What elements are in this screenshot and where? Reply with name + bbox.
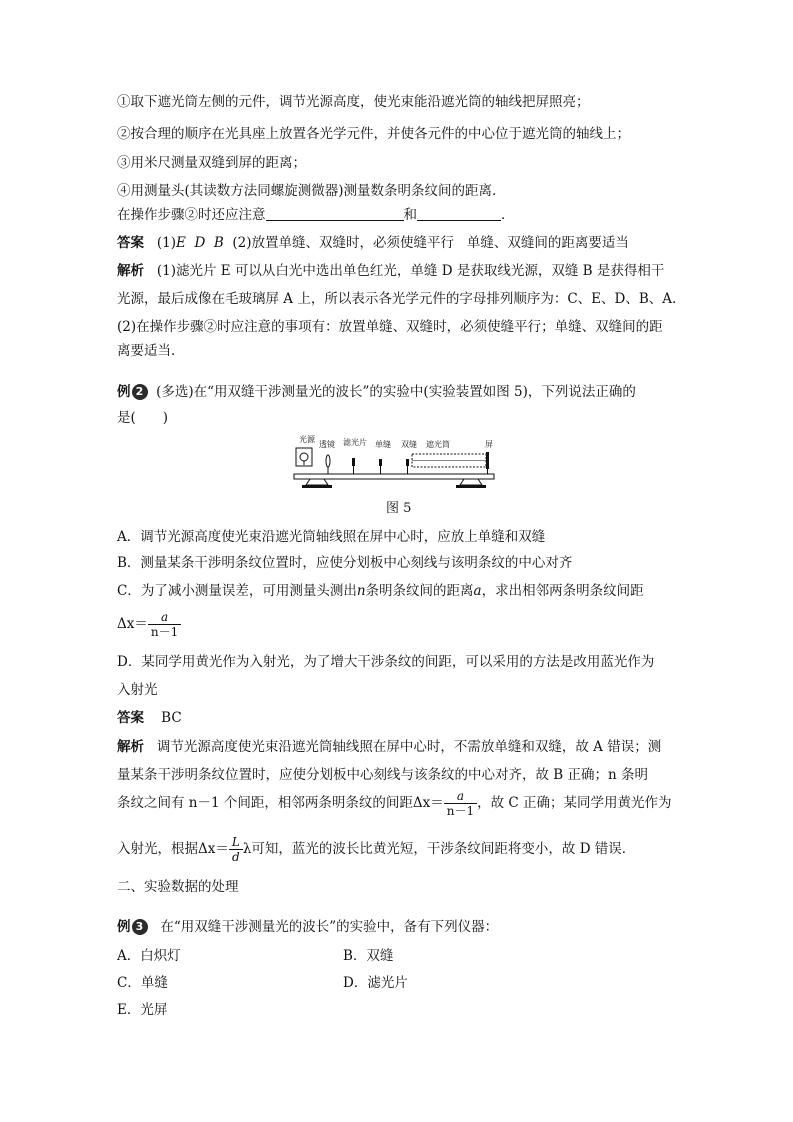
option-2-a: A．调节光源高度使光束沿遮光筒轴线照在屏中心时，应放上单缝和双缝	[117, 529, 546, 545]
figure-label-screen: 屏	[485, 440, 493, 449]
figure-label-single-slit: 单缝	[375, 440, 391, 449]
option-3-a: A．白炽灯	[117, 948, 181, 964]
option-2-c	[117, 581, 644, 601]
answer-label: 答案	[117, 235, 144, 251]
analysis-2-text: 调节光源高度使光束沿遮光筒轴线照在屏中心时，不需放单缝和双缝，故 A 错误；测	[156, 739, 662, 755]
optical-bench-icon	[294, 474, 494, 488]
option-2-c-formula	[117, 610, 181, 639]
formula-fraction	[148, 610, 181, 639]
question-note	[117, 205, 515, 225]
figure-label-filter: 滤光片	[343, 438, 367, 447]
analysis-2-line-3	[117, 788, 672, 818]
analysis-2-fraction-1-num: a	[444, 789, 477, 804]
option-2-d-line-1: D．某同学用黄光作为入射光，为了增大干涉条纹的间距，可以采用的方法是改用蓝光作为	[117, 654, 655, 670]
option-2-b: B．测量某条干涉明条纹位置时，应使分划板中心刻线与该明条纹的中心对齐	[117, 555, 573, 571]
formula-numerator: a	[148, 610, 181, 625]
figure-caption: 图 5	[386, 501, 412, 516]
analysis-1-line-4: 离要适当．	[117, 343, 185, 359]
option-3-d: D．滤光片	[343, 975, 408, 991]
analysis-2-label: 解析	[117, 739, 144, 755]
option-c-var-a: a	[473, 583, 482, 599]
answer-letter-d: D	[194, 235, 206, 251]
analysis-2-fraction-1	[444, 789, 477, 818]
analysis-2-line-4a: 入射光，根据Δx＝	[117, 841, 229, 857]
single-slit-icon	[379, 459, 382, 474]
answer-blank-2[interactable]	[417, 206, 501, 221]
step-1: ①取下遮光筒左侧的元件，调节光源高度，使光束能沿遮光筒的轴线把屏照亮；	[117, 94, 590, 110]
option-3-e: E．光屏	[117, 1002, 168, 1018]
light-source-icon	[296, 448, 312, 466]
analysis-2-fraction-1-den: n－1	[446, 804, 475, 818]
analysis-text: (1)滤光片 E 可以从白光中选出单色红光，单缝 D 是获取线光源，双缝 B 是获得相干	[156, 263, 665, 279]
formula-denominator: n－1	[150, 625, 179, 639]
option-c-var-n: n	[356, 583, 366, 599]
lens-icon	[326, 455, 330, 474]
figure-label-tube: 遮光筒	[426, 440, 450, 449]
answer-part2: (2)放置单缝、双缝时，必须使缝平行	[232, 235, 455, 251]
note-and: 和	[403, 207, 417, 223]
analysis-2-fraction-2	[229, 835, 243, 864]
analysis-2-fraction-2-den: d	[232, 850, 240, 864]
example-2-line-1	[117, 382, 636, 402]
analysis-label: 解析	[117, 263, 144, 279]
option-3-c: C．单缝	[117, 975, 168, 991]
analysis-2-fraction-2-num: L	[229, 835, 243, 850]
figure-label-lens: 透镜	[319, 440, 335, 449]
example-3-text: 在“用双缝干涉测量光的波长”的实验中，备有下列仪器：	[160, 919, 499, 935]
option-3-b: B．双缝	[343, 948, 394, 964]
screen-icon	[486, 452, 489, 474]
answer-blank-1[interactable]	[266, 206, 404, 221]
analysis-1-line-2: 光源，最后成像在毛玻璃屏 A 上，所以表示各光学元件的字母排列顺序为：C、E、D、B、A.	[117, 291, 677, 307]
analysis-1-line-3: (2)在操作步骤②时应注意的事项有：放置单缝、双缝时，必须使缝平行；单缝、双缝间的距	[117, 319, 663, 335]
analysis-2-line-3b: ，故 C 正确；某同学用黄光作为	[477, 795, 672, 811]
answer-letter-b: B	[213, 235, 224, 251]
answer-2-label: 答案	[117, 710, 144, 726]
step-2: ②按合理的顺序在光具座上放置各光学元件，并使各元件的中心位于遮光筒的轴线上；	[117, 126, 630, 142]
figure-label-light-source: 光源	[299, 435, 315, 444]
analysis-2-line-3a: 条纹之间有 n－1 个间距，相邻两条明条纹的间距Δx＝	[117, 795, 444, 811]
example-label: 例	[117, 384, 131, 400]
apparatus-figure	[292, 432, 498, 492]
example-text: (多选)在“用双缝干涉测量光的波长”的实验中(实验装置如图 5)，下列说法正确的	[156, 384, 636, 400]
tube-icon	[412, 454, 486, 467]
answer-part3: 单缝、双缝间的距离要适当	[466, 235, 629, 251]
formula-lhs: Δx＝	[117, 616, 148, 632]
option-c-part3: ，求出相邻两条明条纹间距	[481, 583, 644, 599]
example-number-badge: 2	[132, 384, 148, 400]
example-3-label: 例	[117, 919, 131, 935]
analysis-2-line-1	[117, 737, 661, 757]
step-3: ③用米尺测量双缝到屏的距离；	[117, 155, 306, 171]
answer-2	[117, 708, 182, 728]
note-end: ．	[501, 207, 515, 223]
option-c-part1: C．为了减小测量误差，可用测量头测出	[117, 583, 357, 599]
option-c-part2: 条明条纹间的距离	[365, 583, 474, 599]
analysis-2-line-2: 量某条干涉明条纹位置时，应使分划板中心刻线与该条纹的中心对齐，故 B 正确；n 条明	[117, 767, 648, 783]
step-4: ④用测量头(其读数方法同螺旋测微器)测量数条明条纹间的距离．	[117, 183, 506, 199]
analysis-1-line-1	[117, 261, 664, 281]
figure-label-double-slit: 双缝	[401, 440, 417, 449]
answer-part1: (1)	[156, 235, 176, 251]
example-2-line-2: 是( )	[117, 410, 169, 426]
analysis-2-line-4	[117, 834, 635, 864]
example-3-number-badge: 3	[132, 919, 148, 935]
analysis-2-line-4b: λ可知，蓝光的波长比黄光短，干涉条纹间距将变小，故 D 错误．	[242, 841, 636, 857]
double-slit-icon	[406, 459, 409, 474]
section-heading: 二、实验数据的处理	[117, 879, 239, 895]
answer-1	[117, 233, 629, 253]
option-2-d-line-2: 入射光	[117, 682, 158, 698]
example-3	[117, 917, 498, 937]
answer-2-value: BC	[161, 710, 182, 726]
answer-letter-e: E	[176, 235, 186, 251]
note-prefix: 在操作步骤②时还应注意	[117, 207, 266, 223]
filter-icon	[352, 458, 355, 474]
